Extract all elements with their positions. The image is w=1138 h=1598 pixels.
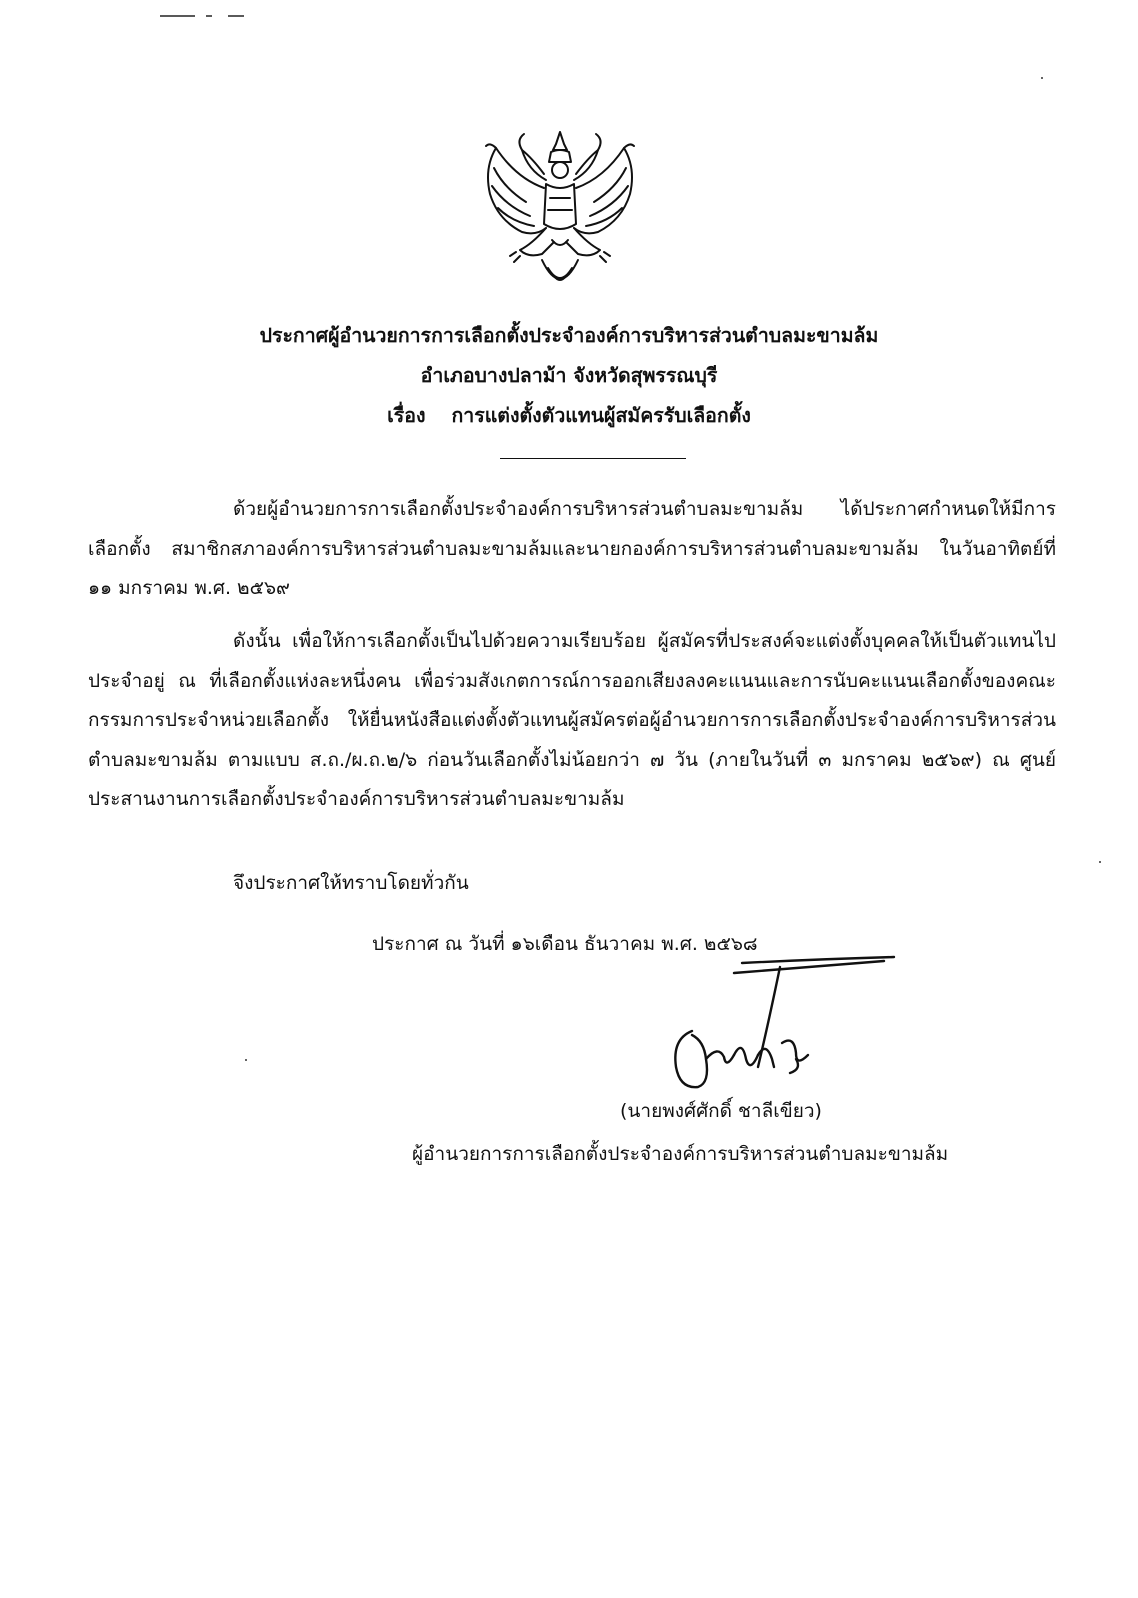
body-paragraph-1 [88,490,1056,609]
announcement-header [0,316,1138,436]
paragraph-1-text: ด้วยผู้อำนวยการการเลือกตั้งประจำองค์การบริหารส่วนตำบลมะขามล้ม ได้ประกาศกำหนดให้มีการเลือกตั้ง สมาชิกสภาองค์การบริหารส่วนตำบลมะขามล้มและนายกองค์การบริหารส่วนตำบลมะขามล้ม ในวันอาทิตย์ที่ ๑๑ มกราคม พ.ศ. ๒๕๖๙ [88,498,1056,599]
announcement-date: ประกาศ ณ วันที่ ๑๖เดือน ธันวาคม พ.ศ. ๒๕๖๘ [372,933,758,955]
announcement-title: ประกาศผู้อำนวยการการเลือกตั้งประจำองค์การบริหารส่วนตำบลมะขามล้ม [259,324,879,347]
closing-statement: จึงประกาศให้ทราบโดยทั่วกัน [233,872,469,894]
subject-label: เรื่อง [387,404,426,427]
body-paragraph-2 [88,622,1056,820]
signer-title: ผู้อำนวยการการเลือกตั้งประจำองค์การบริหารส่วนตำบลมะขามล้ม [412,1143,949,1165]
paragraph-2-text: ดังนั้น เพื่อให้การเลือกตั้งเป็นไปด้วยความเรียบร้อย ผู้สมัครที่ประสงค์จะแต่งตั้งบุคคลให้เป็นตัวแทนไปประจำอยู่ ณ ที่เลือกตั้งแห่งละหนึ่งคน เพื่อร่วมสังเกตการณ์การออกเสียงลงคะแนนและการนับคะแนนเลือกตั้งของคณะกรรมการประจำหน่วยเลือกตั้ง ให้ยื่นหนังสือแต่งตั้งตัวแทนผู้สมัครต่อผู้อำนวยการการเลือกตั้งประจำองค์การบริหารส่วนตำบลมะขามล้ม ตามแบบ ส.ถ./ผ.ถ.๒/๖ ก่อนวันเลือกตั้งไม่น้อยกว่า ๗ วัน (ภายในวันที่ ๓ มกราคม ๒๕๖๙) ณ ศูนย์ประสานงานการเลือกตั้งประจำองค์การบริหารส่วนตำบลมะขามล้ม [88,630,1056,810]
garuda-emblem-icon [476,128,644,306]
signer-name: (นายพงศ์ศักดิ์ ชาลีเขียว) [620,1100,822,1122]
subject-text: การแต่งตั้งตัวแทนผู้สมัครรับเลือกตั้ง [451,404,751,427]
announcement-location: อำเภอบางปลาม้า จังหวัดสุพรรณบุรี [420,364,718,387]
announcement-subject [0,396,1138,436]
title-divider [500,458,686,459]
handwritten-signature [662,955,912,1105]
